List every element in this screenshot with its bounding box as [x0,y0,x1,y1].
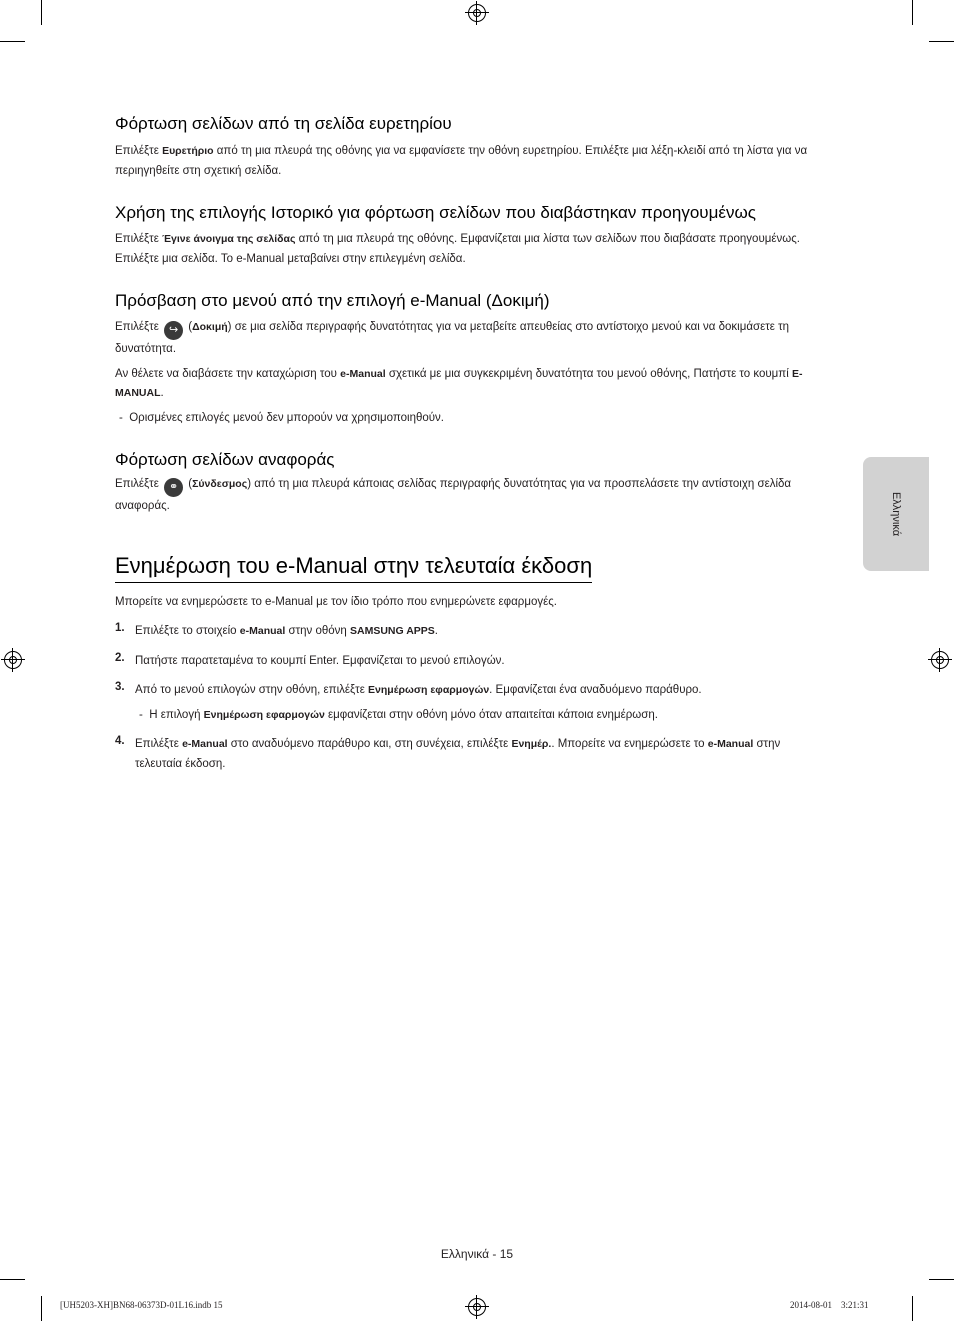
crop-mark [929,1279,954,1280]
section-paragraph: Επιλέξτε ⚭ (Σύνδεσμος) από τη μια πλευρά κάποιας σελίδας περιγραφής δυνατότητας για να προσπελάσετε την αντίστοιχη σελίδα αναφοράς. [115,478,792,512]
section-heading: Φόρτωση σελίδων από τη σελίδα ευρετηρίου [115,114,452,133]
page-content [115,112,830,774]
note: - Ορισμένες επιλογές μενού δεν μπορούν να χρησιμοποιηθούν. [119,411,444,424]
page-section-title: Ενημέρωση του e-Manual στην τελευταία έκδοση [115,551,592,583]
note-dash: - [119,411,130,424]
crop-mark [912,1296,913,1321]
list-item: 1. Επιλέξτε το στοιχείο e-Manual στην οθόνη SAMSUNG APPS. [115,622,438,637]
print-slug-right: 2014-08-01 3:21:31 [790,1300,869,1310]
note-dash: - [139,708,150,721]
crop-mark [41,1296,42,1321]
step-number: 4. [115,735,125,747]
note: - Η επιλογή Ενημέρωση εφαρμογών εμφανίζεται στην οθόνη μόνο όταν απαιτείται κάποια ενημέρωση. [139,708,658,721]
crop-mark [41,0,42,25]
section-paragraph: Επιλέξτε Έγινε άνοιγμα της σελίδας από τη μια πλευρά της οθόνης. Εμφανίζεται μια λίστα των σελίδων που διαβάσατε προηγουμένως. Επιλέξτε μια σελίδα. Το e-Manual μεταβαίνει στην επιλεγμένη σελίδα. [115,233,800,265]
menu-term: e-Manual [340,367,386,380]
registration-mark-icon [931,651,949,669]
list-item: 3. Από το μενού επιλογών στην οθόνη, επιλέξτε Ενημέρωση εφαρμογών. Εμφανίζεται ένα αναδυόμενο παράθυρο. - Η επιλογή Ενημέρωση εφαρμογών εμφανίζεται στην οθόνη μόνο όταν απαιτείται κάποια ενημέρωση. [115,681,830,725]
section-heading: Φόρτωση σελίδων αναφοράς [115,450,335,469]
section-paragraph: Αν θέλετε να διαβάσετε την καταχώριση του e-Manual σχετικά με μια συγκεκριμένη δυνατότητα του μενού οθόνης, Πατήστε το κουμπί E-MANUAL. [115,367,803,399]
print-slug-left: [UH5203-XH]BN68-06373D-01L16.indb 15 [60,1300,223,1310]
menu-term: Δοκιμή [192,321,228,333]
button-term: E-MANUAL [115,367,803,399]
section-heading: Πρόσβαση στο μενού από την επιλογή e-Manual (Δοκιμή) [115,291,550,310]
section-intro: Μπορείτε να ενημερώσετε το e-Manual με τον ίδιο τρόπο που ενημερώνετε εφαρμογές. [115,595,557,608]
step-number: 2. [115,651,125,664]
menu-term: Σύνδεσμος [192,478,248,490]
language-tab-label: Ελληνικά [890,491,902,537]
try-now-icon: ↪ [164,321,183,340]
section-paragraph: Επιλέξτε Ευρετήριο από τη μια πλευρά της οθόνης για να εμφανίσετε την οθόνη ευρετηρίου. Επιλέξτε μια λέξη-κλειδί από τη λίστα για να περιηγηθείτε στη σχετική σελίδα. [115,145,808,177]
language-tab [863,457,929,571]
link-icon: ⚭ [164,478,183,497]
menu-term: Ευρετήριο [162,145,214,157]
registration-mark-icon [468,4,486,22]
list-item: 4. Επιλέξτε e-Manual στο αναδυόμενο παράθυρο και, στη συνέχεια, επιλέξτε Ενημέρ.. Μπορείτε να ενημερώσετε το e-Manual στην τελευταία έκδοση. [115,735,781,770]
crop-mark [929,41,954,42]
step-number: 1. [115,622,125,634]
registration-mark-icon [468,1298,486,1316]
crop-mark [0,41,25,42]
step-number: 3. [115,681,125,693]
page-number: Ελληνικά - 15 [440,1247,514,1261]
section-heading: Χρήση της επιλογής Ιστορικό για φόρτωση σελίδων που διαβάστηκαν προηγουμένως [115,203,756,222]
menu-term: Έγινε άνοιγμα της σελίδας [162,233,296,245]
crop-mark [912,0,913,25]
crop-mark [0,1279,25,1280]
registration-mark-icon [4,651,22,669]
section-paragraph: Επιλέξτε ↪ (Δοκιμή) σε μια σελίδα περιγραφής δυνατότητας για να μεταβείτε απευθείας στο αντίστοιχο μενού και να δοκιμάσετε τη δυνατότητα. [115,321,790,355]
list-item: 2. Πατήστε παρατεταμένα το κουμπί Enter. Εμφανίζεται το μενού επιλογών. [115,651,505,667]
